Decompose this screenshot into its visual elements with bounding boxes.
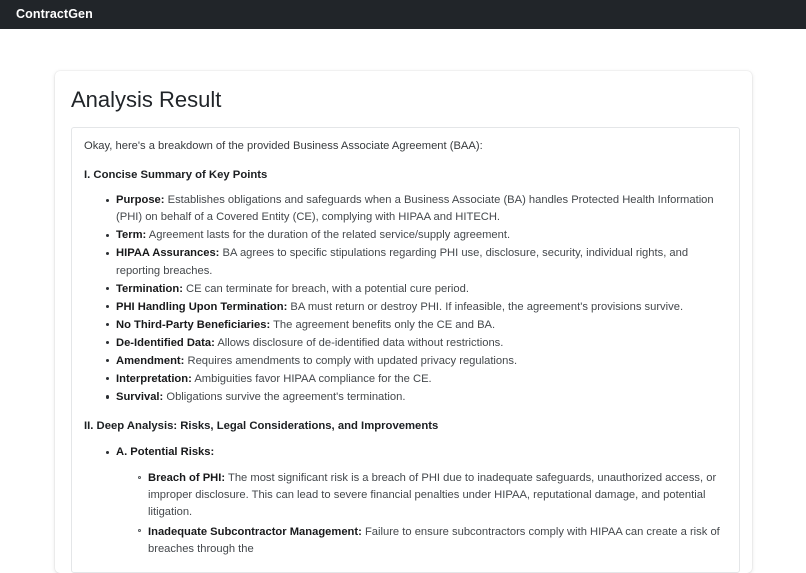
item-text: The most significant risk is a breach of PHI due to inadequate safeguards, unauthorized access, or improper disclosure. This can lead to severe financial penalties under HIPAA, reputational damage, and potential litigation. (148, 472, 717, 519)
item-text: Requires amendments to comply with updated privacy regulations. (184, 354, 518, 367)
list-item (106, 281, 727, 298)
analysis-result-content (71, 127, 740, 572)
item-label: Survival: (116, 390, 164, 403)
list-item (138, 470, 727, 521)
list-item (106, 192, 727, 226)
list-item (106, 227, 727, 244)
summary-list (84, 192, 727, 405)
list-item (106, 317, 727, 334)
list-item (106, 353, 727, 370)
top-navbar (0, 0, 806, 29)
list-item (106, 299, 727, 316)
list-item (106, 371, 727, 388)
section-two-heading: II. Deep Analysis: Risks, Legal Considerations, and Improvements (84, 419, 439, 432)
item-text: The agreement benefits only the CE and BA. (270, 318, 496, 331)
list-item (106, 245, 727, 279)
app-brand-title[interactable]: ContractGen (16, 7, 93, 22)
item-text: BA agrees to specific stipulations regarding PHI use, disclosure, security, individual rights, and reporting breaches. (116, 247, 689, 277)
group-label: A. Potential Risks: (116, 446, 215, 459)
item-text: BA must return or destroy PHI. If infeasible, the agreement's provisions survive. (287, 300, 684, 313)
item-label: Inadequate Subcontractor Management: (148, 525, 362, 538)
item-text: Failure to ensure subcontractors comply with HIPAA can create a risk of breaches through the (148, 525, 720, 555)
item-text: Ambiguities favor HIPAA compliance for the CE. (191, 372, 432, 385)
risk-sublist (116, 470, 727, 557)
item-label: Termination: (116, 282, 183, 295)
item-text: Agreement lasts for the duration of the related service/supply agreement. (146, 229, 511, 242)
list-item (106, 389, 727, 406)
item-text: Establishes obligations and safeguards when a Business Associate (BA) handles Protected Health Information (PHI) on behalf of a Covered Entity (CE), complying with HIPAA and HITECH. (116, 194, 714, 224)
item-label: Breach of PHI: (148, 472, 226, 485)
item-label: De-Identified Data: (116, 336, 215, 349)
item-label: Amendment: (116, 354, 185, 367)
item-label: Interpretation: (116, 372, 192, 385)
intro-paragraph: Okay, here's a breakdown of the provided Business Associate Agreement (BAA): (84, 140, 483, 153)
item-label: Purpose: (116, 194, 165, 207)
list-item (138, 524, 727, 558)
item-label: Term: (116, 229, 147, 242)
item-text: Allows disclosure of de-identified data without restrictions. (214, 336, 504, 349)
analysis-result-card (55, 71, 752, 573)
list-item (106, 335, 727, 352)
page-title: Analysis Result (71, 87, 222, 112)
item-text: Obligations survive the agreement's termination. (163, 390, 406, 403)
item-text: CE can terminate for breach, with a potential cure period. (182, 282, 469, 295)
deep-analysis-list (84, 444, 727, 557)
item-label: No Third-Party Beneficiaries: (116, 318, 271, 331)
item-label: HIPAA Assurances: (116, 247, 220, 260)
section-one-heading: I. Concise Summary of Key Points (84, 168, 268, 181)
item-label: PHI Handling Upon Termination: (116, 300, 288, 313)
list-item (106, 444, 727, 557)
page-body (0, 29, 806, 555)
